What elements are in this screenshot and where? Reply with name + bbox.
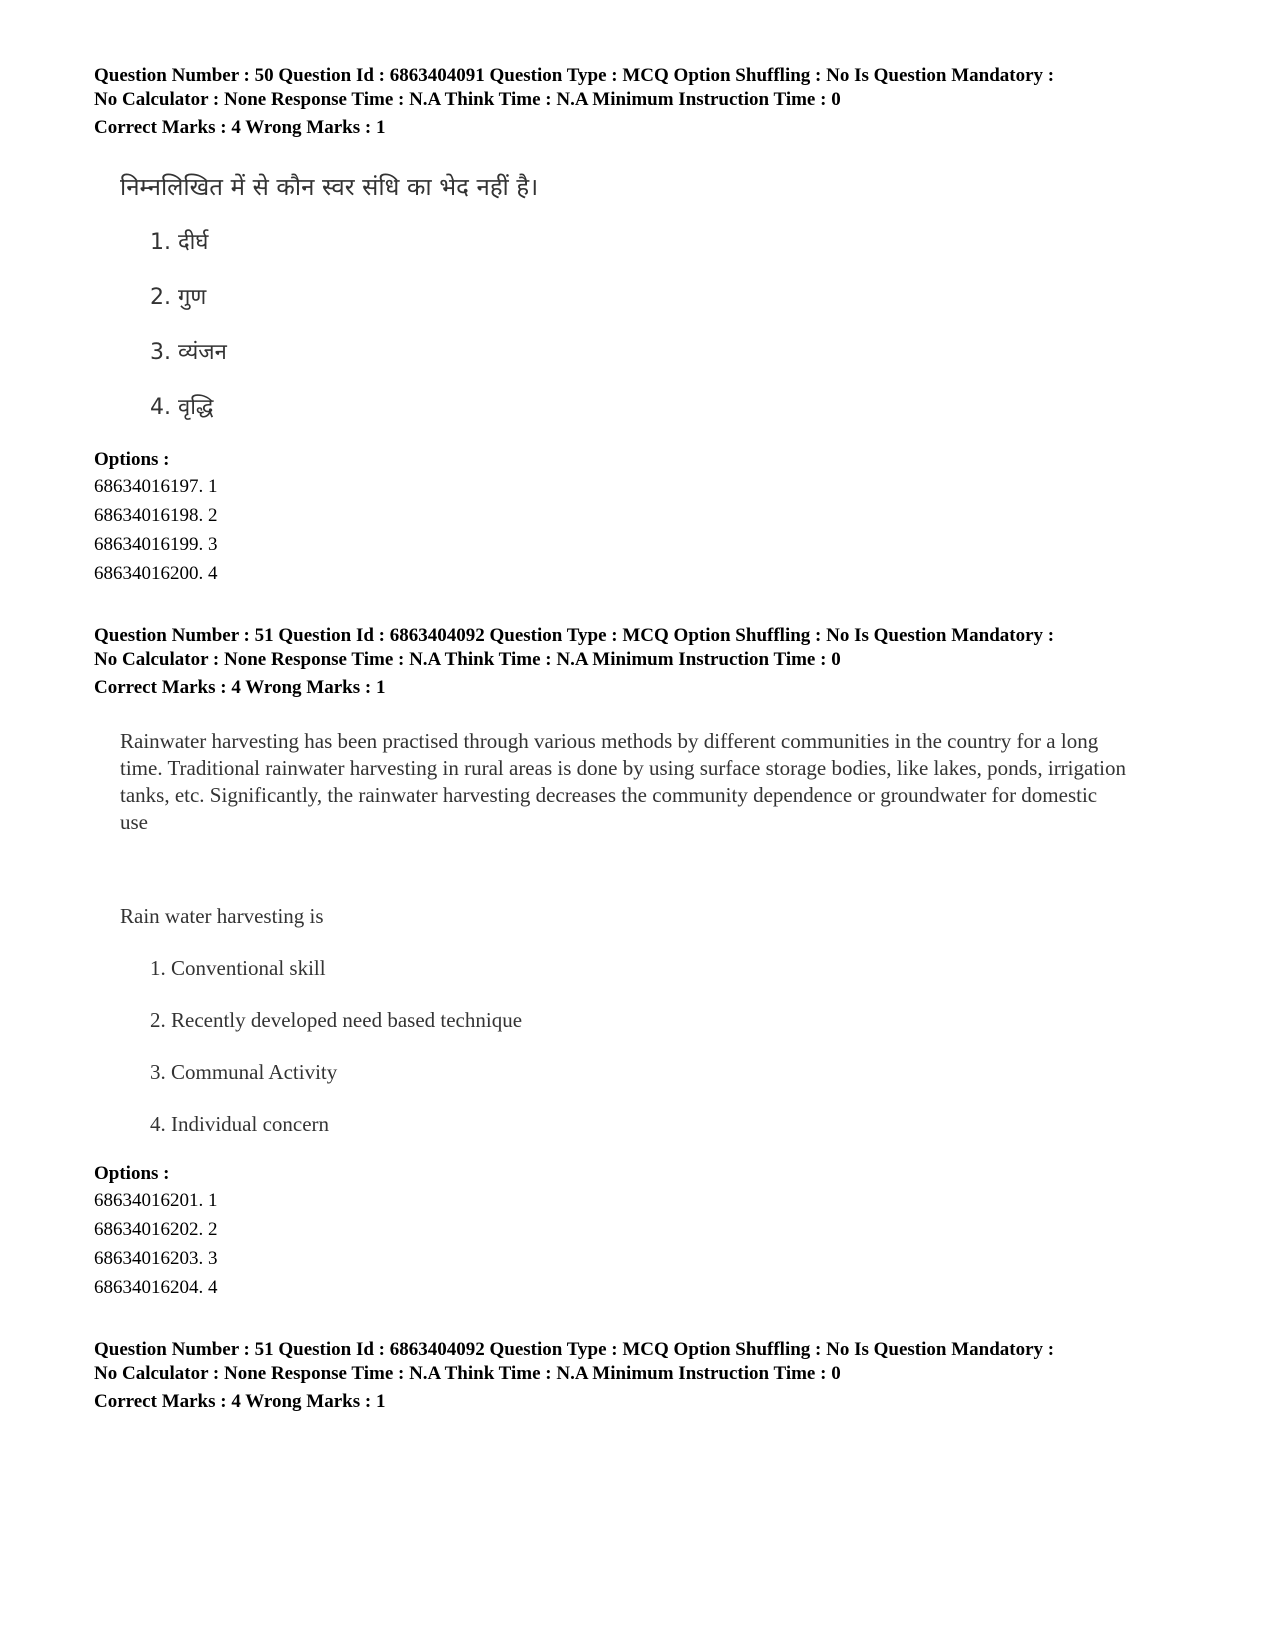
option-row: 68634016202. 2 — [94, 1219, 218, 1240]
meta-line-2: No Calculator : None Response Time : N.A Think Time : N.A Minimum Instruction Time : 0 — [94, 1363, 841, 1384]
meta-line-2: No Calculator : None Response Time : N.A Think Time : N.A Minimum Instruction Time : 0 — [94, 89, 841, 110]
question-meta — [94, 1338, 1194, 1414]
question-block-51 — [94, 624, 1194, 1302]
option-row: 68634016201. 1 — [94, 1190, 218, 1211]
choice-1: 1. दीर्घ — [150, 230, 209, 255]
meta-line-1: Question Number : 51 Question Id : 6863404092 Question Type : MCQ Option Shuffling : No Is Question Mandatory : — [94, 1339, 1055, 1360]
question-block-50 — [94, 64, 1194, 588]
option-row: 68634016203. 3 — [94, 1248, 218, 1269]
question-meta — [94, 624, 1194, 700]
options-list — [94, 472, 1194, 588]
meta-line-1: Question Number : 51 Question Id : 6863404092 Question Type : MCQ Option Shuffling : No Is Question Mandatory : — [94, 625, 1055, 646]
choice-2: 2. Recently developed need based technique — [150, 1008, 523, 1032]
options-title: Options : — [94, 449, 170, 470]
choice-2: 2. गुण — [150, 285, 207, 310]
choice-3: 3. व्यंजन — [150, 340, 227, 365]
choice-4: 4. वृद्धि — [150, 395, 214, 420]
passage-text: Rainwater harvesting has been practised through various methods by different communities in the country for a long time. Traditional rainwater harvesting in rural areas is done by using surface storage bodies, like lakes, ponds, irrigation tanks, etc. Significantly, the rainwater harvesting decreases the community dependence or groundwater for domestic use — [120, 729, 1127, 834]
options-list — [94, 1186, 1194, 1302]
choice-3: 3. Communal Activity — [150, 1060, 338, 1084]
meta-line-1: Question Number : 50 Question Id : 6863404091 Question Type : MCQ Option Shuffling : No Is Question Mandatory : — [94, 65, 1055, 86]
option-row: 68634016198. 2 — [94, 505, 218, 526]
question-text: Rain water harvesting is — [120, 904, 324, 928]
option-row: 68634016204. 4 — [94, 1277, 218, 1298]
marks-line: Correct Marks : 4 Wrong Marks : 1 — [94, 117, 386, 138]
option-row: 68634016197. 1 — [94, 476, 218, 497]
meta-line-2: No Calculator : None Response Time : N.A Think Time : N.A Minimum Instruction Time : 0 — [94, 649, 841, 670]
question-text: निम्नलिखित में से कौन स्वर संधि का भेद नहीं है। — [120, 173, 539, 201]
question-meta — [94, 64, 1194, 140]
option-row: 68634016200. 4 — [94, 563, 218, 584]
question-content — [120, 728, 1194, 1138]
marks-line: Correct Marks : 4 Wrong Marks : 1 — [94, 677, 386, 698]
choice-4: 4. Individual concern — [150, 1112, 330, 1136]
options-title: Options : — [94, 1163, 170, 1184]
marks-line: Correct Marks : 4 Wrong Marks : 1 — [94, 1391, 386, 1412]
question-block-51-repeat — [94, 1338, 1194, 1414]
option-row: 68634016199. 3 — [94, 534, 218, 555]
question-content — [120, 170, 1194, 422]
document-page — [94, 64, 1194, 1414]
choice-1: 1. Conventional skill — [150, 956, 326, 980]
